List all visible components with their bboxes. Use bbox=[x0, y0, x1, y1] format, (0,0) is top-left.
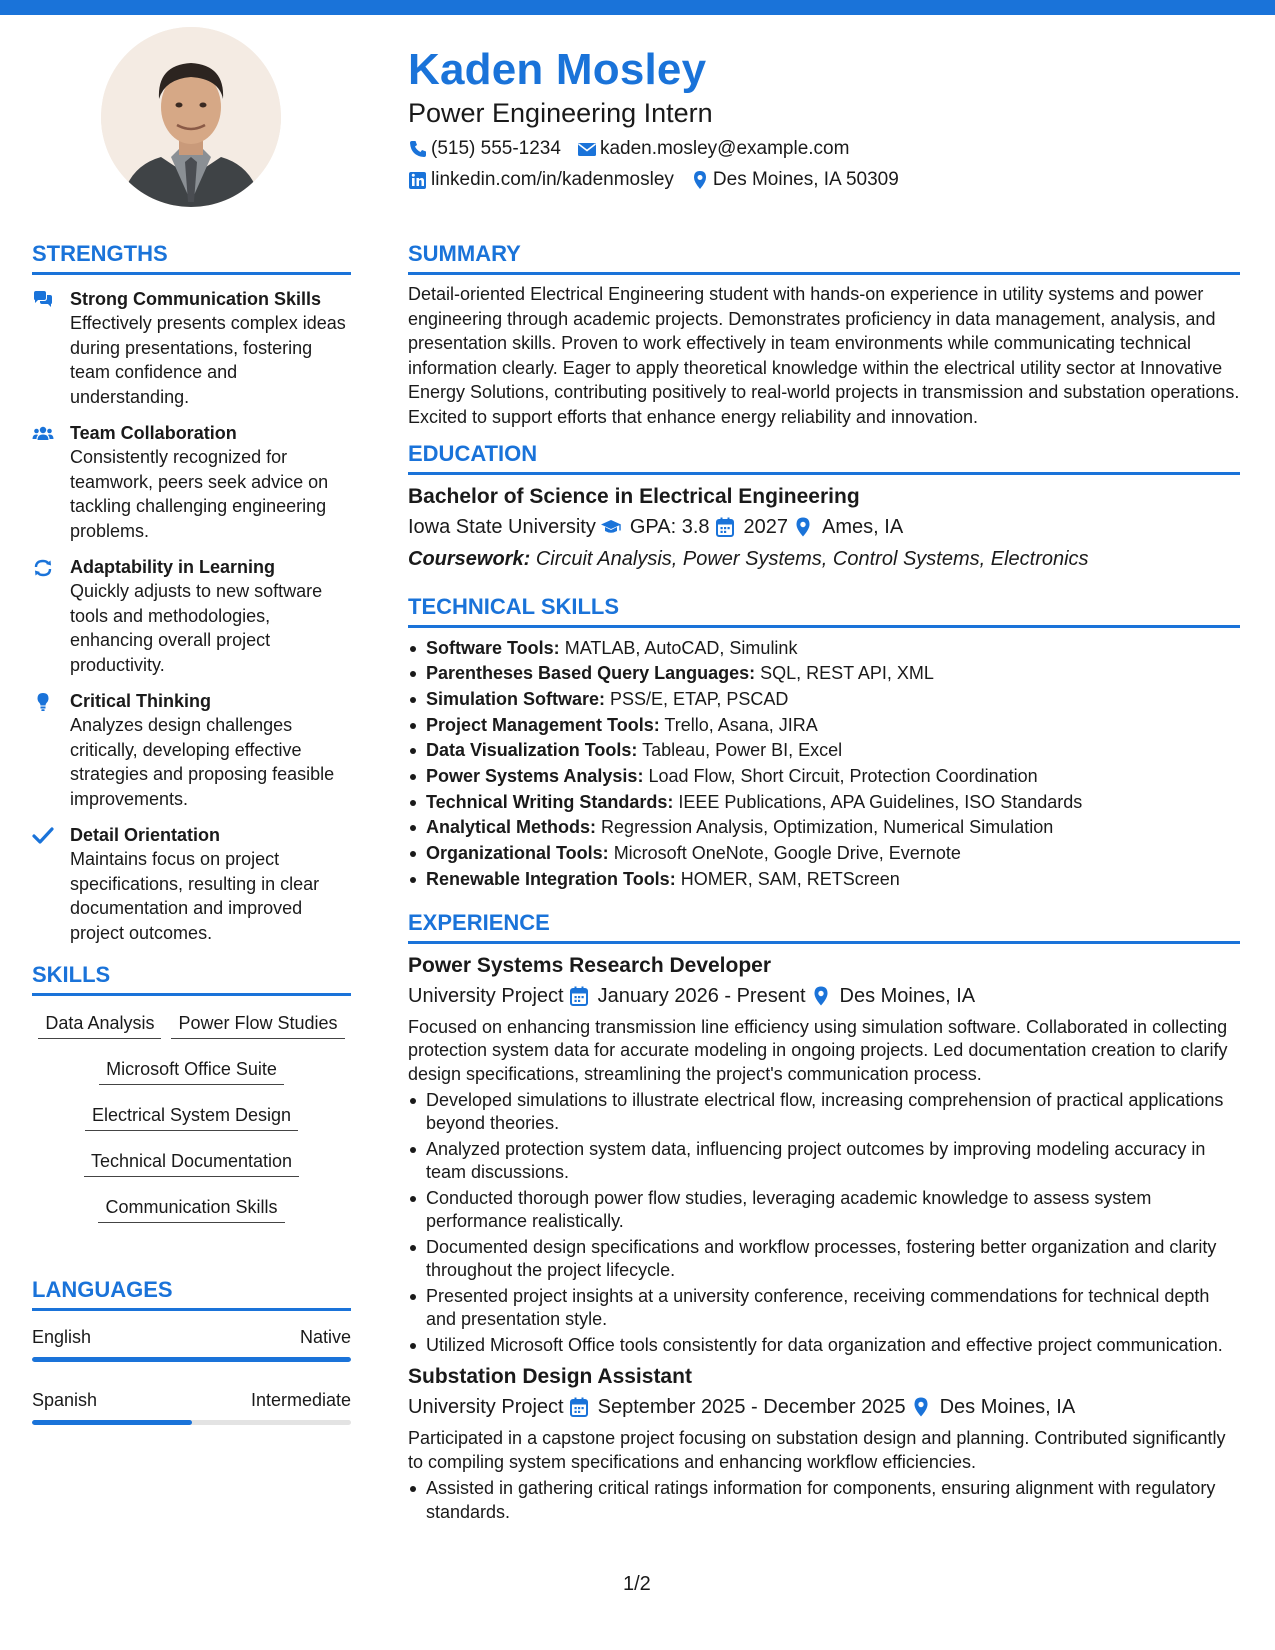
job-meta bbox=[408, 982, 1240, 1010]
tech-skill-item bbox=[408, 815, 1240, 841]
tech-skill-value: SQL, REST API, XML bbox=[760, 663, 934, 684]
strength-title: Adaptability in Learning bbox=[70, 557, 276, 577]
tech-skill-value: Tableau, Power BI, Excel bbox=[642, 740, 843, 761]
language-item bbox=[32, 1325, 351, 1362]
skill-tag: Communication Skills bbox=[98, 1194, 284, 1223]
tech-skill-value: HOMER, SAM, RETScreen bbox=[680, 868, 900, 889]
page-number: 1/2 bbox=[623, 1573, 651, 1595]
contact-phone[interactable] bbox=[408, 136, 561, 162]
job-description: Focused on enhancing transmission line efficiency using simulation software. Collaborated in collecting protection system data for accurate modeling in ongoing projects. Led documentation creation to clarify design specifications, streamlining the project's communication process. bbox=[408, 1016, 1228, 1085]
sync-arrows-icon bbox=[32, 555, 70, 677]
top-accent-bar bbox=[0, 0, 1275, 15]
education-heading: EDUCATION bbox=[408, 440, 1240, 475]
job-meta bbox=[408, 1393, 1240, 1421]
graduation-cap-icon bbox=[600, 516, 622, 538]
map-pin-icon bbox=[792, 516, 814, 538]
tech-skill-item bbox=[408, 738, 1240, 764]
map-pin-icon bbox=[690, 170, 710, 190]
strength-desc: Quickly adjusts to new software tools and methodologies, enhancing overall project productivity. bbox=[70, 581, 323, 675]
contact-email[interactable] bbox=[577, 136, 850, 162]
tech-skill-item bbox=[408, 687, 1240, 713]
strengths-section bbox=[32, 240, 351, 945]
job-org: University Project bbox=[408, 1396, 564, 1419]
experience-heading: EXPERIENCE bbox=[408, 909, 1240, 944]
experience-entry bbox=[408, 1363, 1240, 1524]
job-bullet: Assisted in gathering critical ratings information for components, ensuring alignment with regulatory standards. bbox=[408, 1477, 1240, 1524]
skill-tag: Technical Documentation bbox=[84, 1148, 299, 1177]
strength-title: Critical Thinking bbox=[70, 691, 212, 711]
strength-desc: Effectively presents complex ideas during presentations, fostering team confidence and understanding. bbox=[70, 313, 346, 407]
tech-skill-item bbox=[408, 661, 1240, 687]
tech-skill-label: Power Systems Analysis: bbox=[426, 766, 644, 787]
job-dates: September 2025 - December 2025 bbox=[597, 1396, 906, 1419]
tech-skill-label: Project Management Tools: bbox=[426, 714, 660, 735]
avatar bbox=[101, 27, 281, 207]
job-location: Des Moines, IA bbox=[939, 1396, 1076, 1419]
job-bullets bbox=[408, 1089, 1240, 1358]
contact-linkedin[interactable] bbox=[408, 167, 674, 193]
strength-title: Strong Communication Skills bbox=[70, 289, 322, 309]
strength-desc: Maintains focus on project specifications, resulting in clear documentation and improved project outcomes. bbox=[70, 849, 320, 943]
strength-item bbox=[32, 555, 351, 677]
languages-section bbox=[32, 1276, 351, 1425]
resume-header bbox=[408, 44, 1248, 193]
strength-desc: Analyzes design challenges critically, developing effective strategies and proposing feasible improvements. bbox=[70, 715, 335, 809]
coursework-line bbox=[408, 545, 1240, 573]
strength-item bbox=[32, 689, 351, 811]
technical-skills-heading: TECHNICAL SKILLS bbox=[408, 593, 1240, 628]
tech-skill-label: Data Visualization Tools: bbox=[426, 740, 638, 761]
contact-row-1 bbox=[408, 136, 1248, 162]
tech-skill-item bbox=[408, 841, 1240, 867]
language-name: Spanish bbox=[32, 1390, 98, 1410]
chat-bubbles-icon bbox=[32, 287, 70, 409]
job-bullet: Documented design specifications and workflow processes, fostering better organization and clarity throughout the project lifecycle. bbox=[408, 1236, 1240, 1283]
school-name: Iowa State University bbox=[408, 515, 596, 538]
tech-skill-value: Regression Analysis, Optimization, Numerical Simulation bbox=[601, 817, 1054, 838]
proficiency-fill bbox=[32, 1357, 351, 1362]
contact-row-2 bbox=[408, 167, 1248, 193]
contact-location bbox=[690, 167, 899, 193]
calendar-icon bbox=[568, 985, 590, 1007]
tech-skill-value: Load Flow, Short Circuit, Protection Coordination bbox=[648, 766, 1038, 787]
technical-skills-section bbox=[408, 593, 1240, 893]
skill-tag: Power Flow Studies bbox=[171, 1010, 344, 1039]
language-level: Native bbox=[299, 1327, 351, 1347]
summary-text: Detail-oriented Electrical Engineering student with hands-on experience in utility systems and power engineering through academic projects. Demonstrates proficiency in data management, analysis, and presentation skills. Proven to work effectively in team environments while communicating technical information clearly. Eager to apply theoretical knowledge within the electrical utility sector at Innovative Energy Solutions, contributing positively to real-world projects in transmission and substation operations. Excited to support efforts that enhance energy reliability and innovation. bbox=[408, 284, 1240, 427]
tech-skill-item bbox=[408, 764, 1240, 790]
language-item bbox=[32, 1388, 351, 1425]
summary-heading: SUMMARY bbox=[408, 240, 1240, 275]
strength-title: Detail Orientation bbox=[70, 825, 221, 845]
candidate-role: Power Engineering Intern bbox=[408, 98, 713, 128]
tech-skill-value: Trello, Asana, JIRA bbox=[664, 714, 818, 735]
technical-skills-list bbox=[408, 636, 1240, 893]
languages-heading: LANGUAGES bbox=[32, 1276, 351, 1311]
job-title: Substation Design Assistant bbox=[408, 1365, 692, 1389]
job-location: Des Moines, IA bbox=[839, 984, 976, 1007]
strength-item bbox=[32, 287, 351, 409]
tech-skill-label: Software Tools: bbox=[426, 637, 560, 658]
job-dates: January 2026 - Present bbox=[597, 984, 806, 1007]
coursework-label: Coursework: bbox=[408, 547, 531, 570]
tech-skill-value: Microsoft OneNote, Google Drive, Evernote bbox=[613, 843, 961, 864]
proficiency-fill bbox=[32, 1420, 192, 1425]
tech-skill-item bbox=[408, 790, 1240, 816]
left-column bbox=[32, 240, 351, 1425]
job-bullet: Conducted thorough power flow studies, leveraging academic knowledge to assess system performance realistically. bbox=[408, 1187, 1240, 1234]
skill-tag: Electrical System Design bbox=[85, 1102, 298, 1131]
linkedin-text: linkedin.com/in/kadenmosley bbox=[431, 169, 674, 190]
tech-skill-label: Organizational Tools: bbox=[426, 843, 609, 864]
envelope-icon bbox=[577, 139, 597, 159]
education-location: Ames, IA bbox=[822, 515, 904, 538]
map-pin-icon bbox=[910, 1396, 932, 1418]
job-bullet: Utilized Microsoft Office tools consistently for data organization and effective project communication. bbox=[408, 1334, 1240, 1358]
calendar-icon bbox=[714, 516, 736, 538]
tech-skill-label: Simulation Software: bbox=[426, 688, 606, 709]
graduation-year: 2027 bbox=[743, 515, 789, 538]
job-bullet: Analyzed protection system data, influencing project outcomes by improving modeling accuracy in team discussions. bbox=[408, 1138, 1240, 1185]
users-icon bbox=[32, 421, 70, 543]
experience-section bbox=[408, 909, 1240, 1524]
gpa-text: GPA: 3.8 bbox=[629, 515, 710, 538]
checkmark-icon bbox=[32, 823, 70, 945]
language-level: Intermediate bbox=[250, 1390, 351, 1410]
profile-photo bbox=[101, 27, 281, 207]
calendar-icon bbox=[568, 1396, 590, 1418]
strength-title: Team Collaboration bbox=[70, 423, 237, 443]
tech-skill-value: IEEE Publications, APA Guidelines, ISO Standards bbox=[678, 791, 1083, 812]
map-pin-icon bbox=[810, 985, 832, 1007]
degree-title: Bachelor of Science in Electrical Engineering bbox=[408, 484, 860, 508]
job-title: Power Systems Research Developer bbox=[408, 953, 772, 977]
job-bullet: Presented project insights at a university conference, receiving commendations for technical depth and presentation style. bbox=[408, 1285, 1240, 1332]
phone-icon bbox=[408, 139, 428, 159]
tech-skill-label: Technical Writing Standards: bbox=[426, 791, 674, 812]
strength-item bbox=[32, 421, 351, 543]
strength-item bbox=[32, 823, 351, 945]
tech-skill-label: Renewable Integration Tools: bbox=[426, 868, 676, 889]
job-bullet: Developed simulations to illustrate electrical flow, increasing comprehension of practical applications beyond theories. bbox=[408, 1089, 1240, 1136]
strengths-heading: STRENGTHS bbox=[32, 240, 351, 275]
skills-section bbox=[32, 961, 351, 1240]
language-name: English bbox=[32, 1327, 92, 1347]
tech-skill-item bbox=[408, 713, 1240, 739]
lightbulb-icon bbox=[32, 689, 70, 811]
right-column bbox=[408, 240, 1240, 1526]
candidate-name: Kaden Mosley bbox=[408, 45, 707, 94]
tech-skill-label: Analytical Methods: bbox=[426, 817, 597, 838]
job-description: Participated in a capstone project focusing on substation design and planning. Contributed significantly to compiling system specifications and enhancing workflow efficiencies. bbox=[408, 1428, 1226, 1473]
skills-heading: SKILLS bbox=[32, 961, 351, 996]
job-bullets bbox=[408, 1477, 1240, 1524]
tech-skill-item bbox=[408, 867, 1240, 893]
skill-tag: Microsoft Office Suite bbox=[99, 1056, 284, 1085]
tech-skill-value: MATLAB, AutoCAD, Simulink bbox=[564, 637, 798, 658]
tech-skill-value: PSS/E, ETAP, PSCAD bbox=[610, 688, 789, 709]
strength-desc: Consistently recognized for teamwork, peers seek advice on tackling challenging engineering problems. bbox=[70, 447, 329, 541]
proficiency-bar bbox=[32, 1420, 351, 1425]
phone-text: (515) 555-1234 bbox=[431, 138, 561, 159]
location-text: Des Moines, IA 50309 bbox=[712, 169, 899, 190]
tech-skill-item bbox=[408, 636, 1240, 662]
skill-tag: Data Analysis bbox=[38, 1010, 161, 1039]
linkedin-icon bbox=[408, 170, 428, 190]
proficiency-bar bbox=[32, 1357, 351, 1362]
summary-section bbox=[408, 240, 1240, 430]
education-meta bbox=[408, 513, 1240, 541]
education-section bbox=[408, 440, 1240, 573]
experience-entry bbox=[408, 952, 1240, 1358]
tech-skill-label: Parentheses Based Query Languages: bbox=[426, 663, 756, 684]
job-org: University Project bbox=[408, 984, 564, 1007]
coursework-list: Circuit Analysis, Power Systems, Control Systems, Electronics bbox=[535, 547, 1089, 570]
email-text: kaden.mosley@example.com bbox=[599, 138, 850, 159]
